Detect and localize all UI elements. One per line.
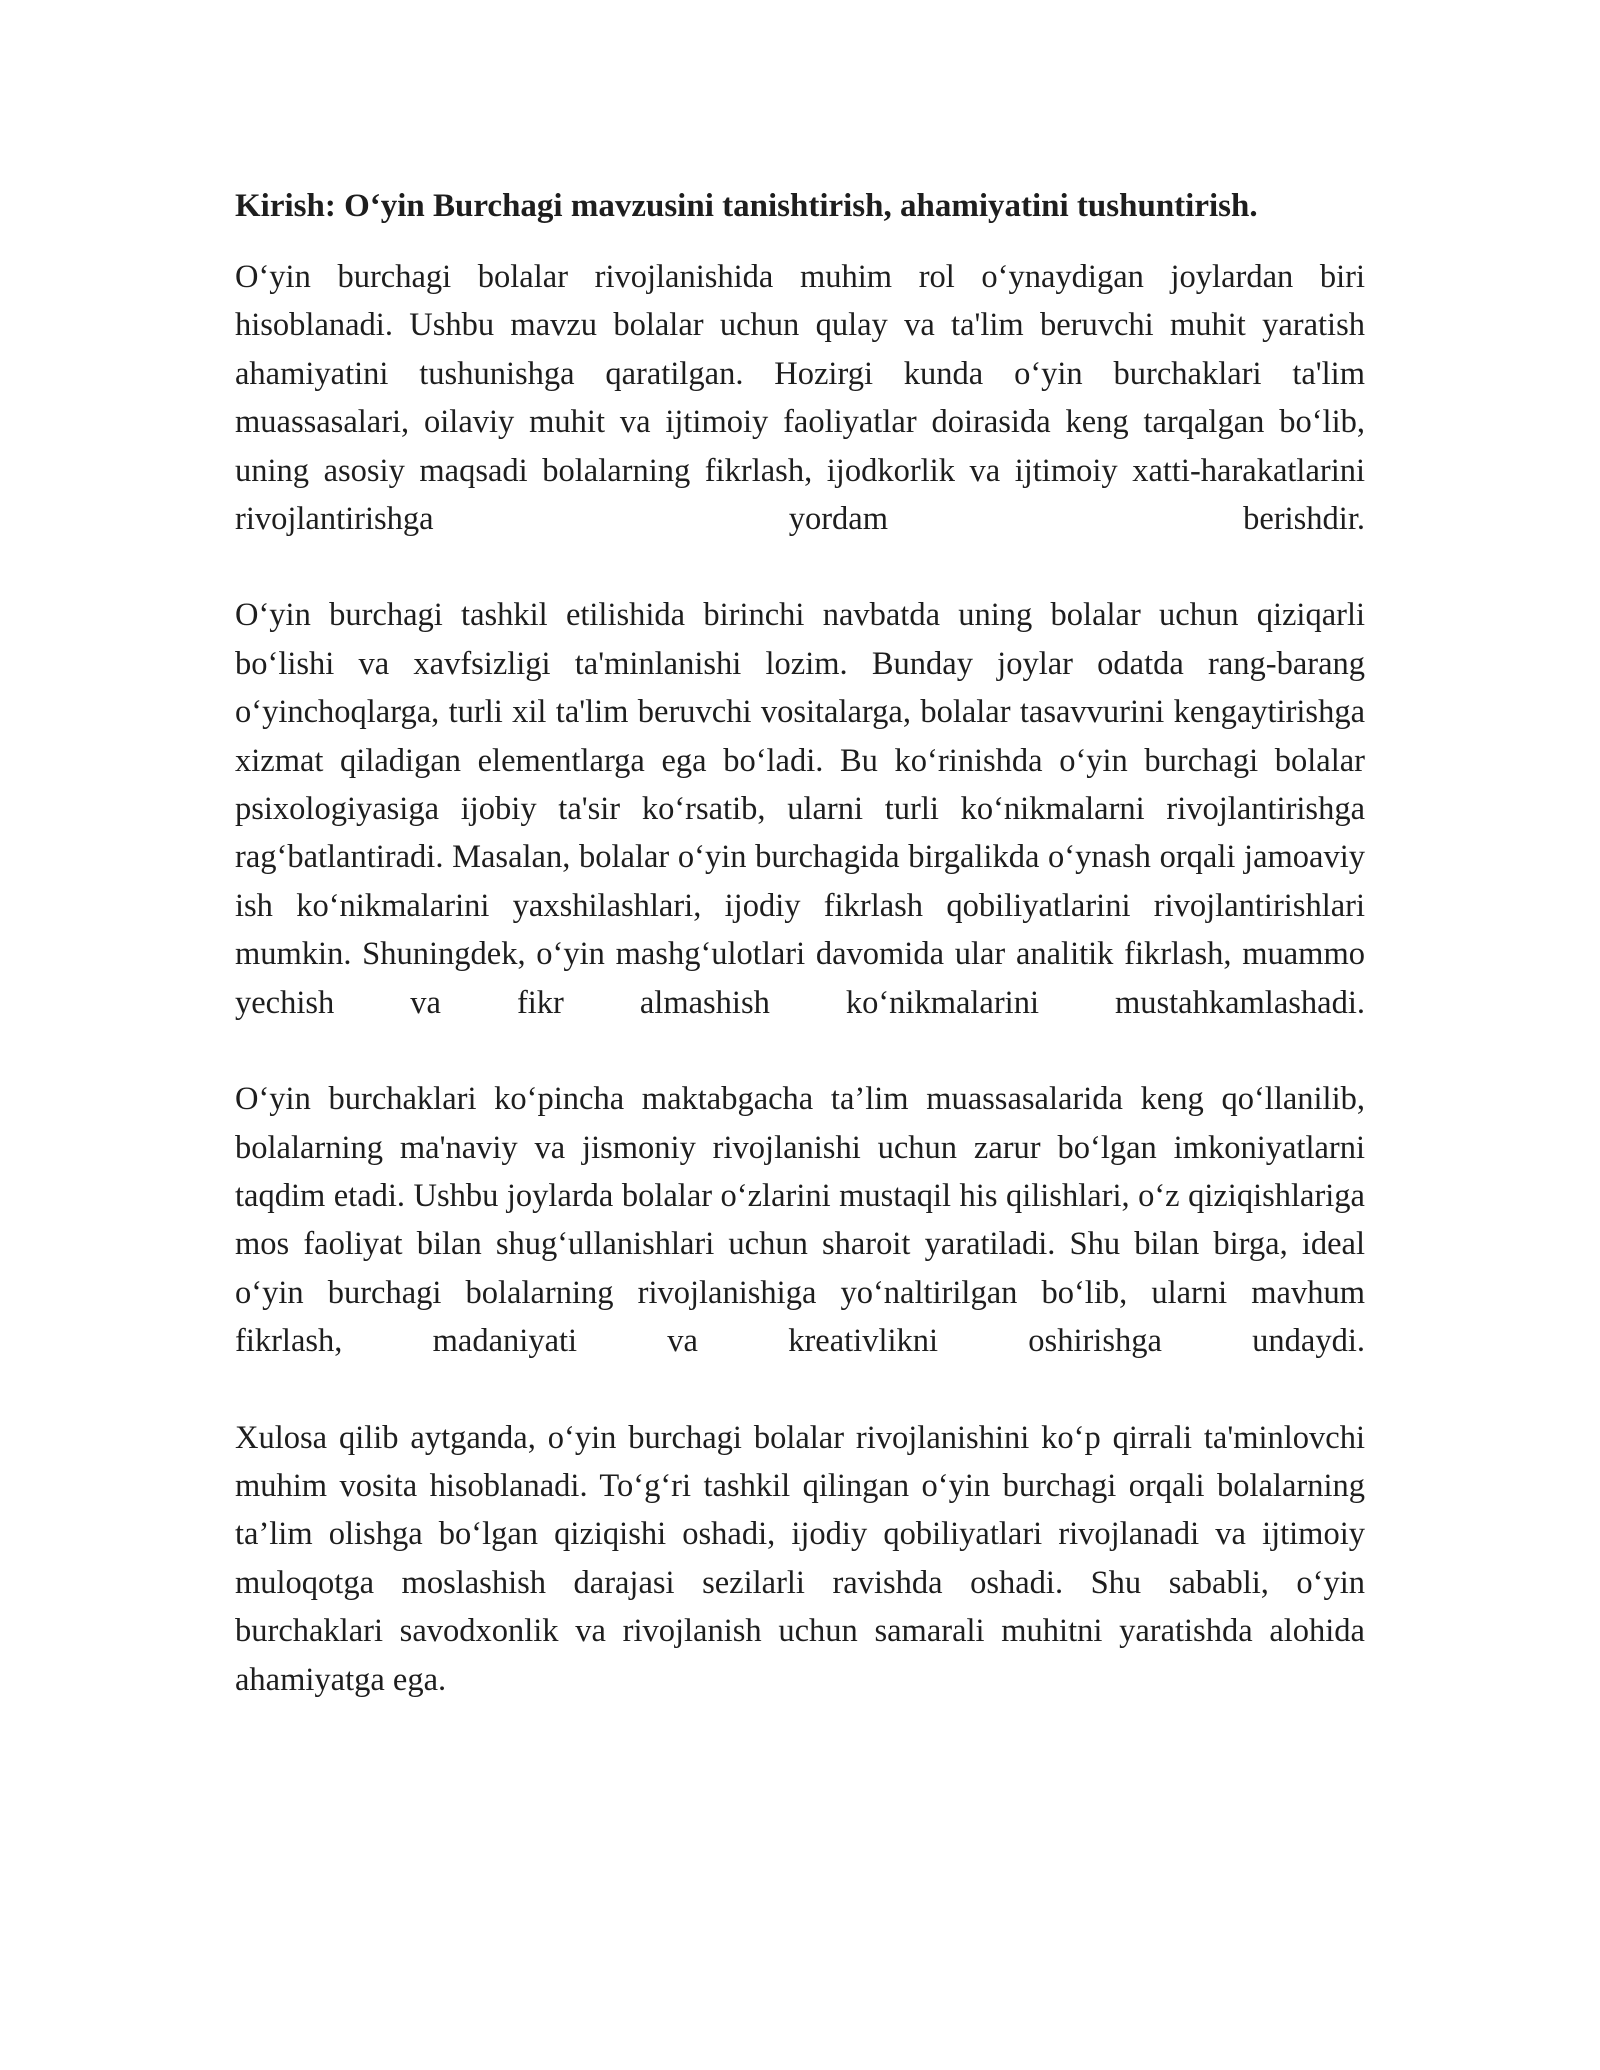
paragraph-preschool-use: O‘yin burchaklari ko‘pincha maktabgacha ta’lim muassasalarida keng qo‘llanilib, bolalarning ma'naviy va jismoniy rivojlanishi uchun zarur bo‘lgan imkoniyatlarni taqdim etadi. Ushbu joylarda bolalar o‘zlarini mustaqil his qilishlari, o‘z qiziqishlariga mos faoliyat bilan shug‘ullanishlari uchun sharoit yaratiladi. Shu bilan birga, ideal o‘yin burchagi bolalarning rivojlanishiga yo‘naltirilgan bo‘lib, ularni mavhum fikrlash, madaniyati va kreativlikni oshirishga undaydi. bbox=[235, 1081, 1365, 1360]
paragraph-conclusion: Xulosa qilib aytganda, o‘yin burchagi bolalar rivojlanishini ko‘p qirrali ta'minlovchi muhim vosita hisoblanadi. To‘g‘ri tashkil qilingan o‘yin burchagi orqali bolalarning ta’lim olishga bo‘lgan qiziqishi oshadi, ijodiy qobiliyatlari rivojlanadi va ijtimoiy muloqotga moslashish darajasi sezilarli ravishda oshadi. Shu sababli, o‘yin burchaklari savodxonlik va rivojlanish uchun samarali muhitni yaratishda alohida ahamiyatga ega. bbox=[235, 1419, 1365, 1698]
paragraph-introduction: O‘yin burchagi bolalar rivojlanishida muhim rol o‘ynaydigan joylardan biri hisoblanadi. Ushbu mavzu bolalar uchun qulay va ta'lim beruvchi muhit yaratish ahamiyatini tushunishga qaratilgan. Hozirgi kunda o‘yin burchaklari ta'lim muassasalari, oilaviy muhit va ijtimoiy faoliyatlar doirasida keng tarqalgan bo‘lib, uning asosiy maqsadi bolalarning fikrlash, ijodkorlik va ijtimoiy xatti-harakatlarini rivojlantirishga yordam berishdir. bbox=[235, 259, 1365, 538]
paragraph-organization: O‘yin burchagi tashkil etilishida birinchi navbatda uning bolalar uchun qiziqarli bo‘lishi va xavfsizligi ta'minlanishi lozim. Bunday joylar odatda rang-barang o‘yinchoqlarga, turli xil ta'lim beruvchi vositalarga, bolalar tasavvurini kengaytirishga xizmat qiladigan elementlarga ega bo‘ladi. Bu ko‘rinishda o‘yin burchagi bolalar psixologiyasiga ijobiy ta'sir ko‘rsatib, ularni turli ko‘nikmalarni rivojlantirishga rag‘batlantiradi. Masalan, bolalar o‘yin burchagida birgalikda o‘ynash orqali jamoaviy ish ko‘nikmalarini yaxshilashlari, ijodiy fikrlash qobiliyatlarini rivojlantirishlari mumkin. Shuningdek, o‘yin mashg‘ulotlari davomida ular analitik fikrlash, muammo yechish va fikr almashish ko‘nikmalarini mustahkamlashadi. bbox=[235, 597, 1365, 1021]
document-title: Kirish: O‘yin Burchagi mavzusini tanishtirish, ahamiyatini tushuntirish. bbox=[235, 188, 1258, 224]
document-body bbox=[235, 182, 1365, 1704]
